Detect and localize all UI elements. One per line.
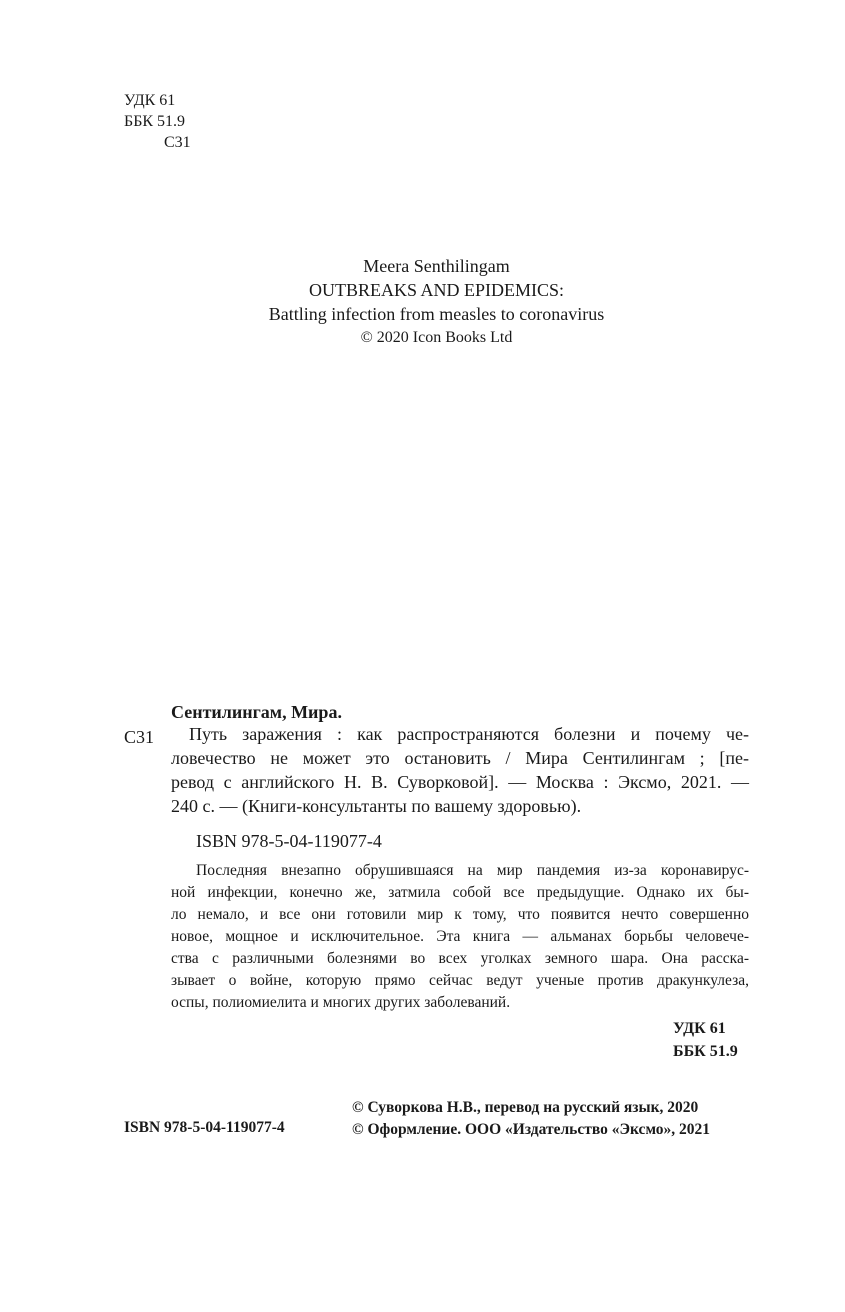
copyright-block — [352, 1097, 710, 1141]
original-title: OUTBREAKS AND EPIDEMICS: — [308, 280, 565, 300]
isbn-main: ISBN 978-5-04-119077-4 — [196, 831, 382, 851]
bibliographic-description — [171, 722, 749, 818]
original-copyright: © 2020 Icon Books Ltd — [360, 329, 513, 346]
copyright-translation: © Суворкова Н.В., перевод на русский язык, 2020 — [352, 1099, 699, 1116]
annotation-line: Последняя внезапно обрушившаяся на мир пандемия из-за коронавирус- — [196, 862, 749, 879]
isbn-bottom: ISBN 978-5-04-119077-4 — [124, 1119, 285, 1136]
bbk-code: ББК 51.9 — [124, 113, 186, 130]
biblio-line: Путь заражения : как распространяются болезни и почему че- — [189, 724, 749, 744]
original-edition-block — [0, 254, 845, 350]
annotation-line: ной инфекции, конечно же, затмила собой все предыдущие. Однако их бы- — [171, 884, 749, 901]
udk-header-block — [124, 90, 191, 153]
bbk-code-bottom: ББК 51.9 — [673, 1043, 738, 1060]
annotation-line: ло немало, и все они готовили мир к тому, что появится нечто совершенно — [171, 906, 749, 923]
udk-code-bottom: УДК 61 — [673, 1020, 726, 1037]
annotation-line: зывает о войне, которую прямо сейчас ведут ученые против дракункулеза, — [171, 972, 749, 989]
original-subtitle: Battling infection from measles to coronavirus — [268, 304, 605, 324]
biblio-line: ловечество не может это остановить / Мира Сентилингам ; [пе- — [171, 748, 749, 768]
entry-code: С31 — [124, 727, 155, 747]
original-author: Meera Senthilingam — [363, 256, 510, 276]
udk-footer-block — [673, 1017, 738, 1063]
udk-code: УДК 61 — [124, 92, 176, 109]
annotation-line: оспы, полиомиелита и многих других заболеваний. — [171, 994, 511, 1011]
biblio-line: ревод с английского Н. В. Суворковой]. — Москва : Эксмо, 2021. — — [171, 772, 749, 792]
copyright-design: © Оформление. ООО «Издательство «Эксмо», 2021 — [352, 1121, 711, 1138]
annotation-line: новое, мощное и исключительное. Эта книга — альманах борьбы человече- — [171, 928, 749, 945]
annotation-line: ства с различными болезнями во всех уголках земного шара. Она расска- — [171, 950, 749, 967]
biblio-line: 240 с. — (Книги-консультанты по вашему здоровью). — [171, 796, 582, 816]
author-sign-code: С31 — [164, 134, 191, 151]
annotation-text — [171, 860, 749, 1014]
entry-author: Сентилингам, Мира. — [171, 702, 342, 722]
